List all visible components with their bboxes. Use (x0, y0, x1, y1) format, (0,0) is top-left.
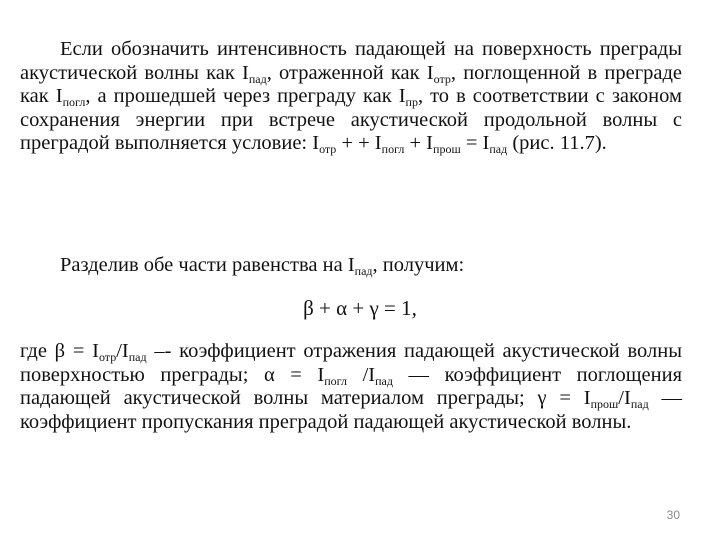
subscript: отр (433, 71, 451, 86)
text: + I (404, 132, 434, 155)
subscript: пр (405, 95, 418, 110)
text: — коэффициент пропускания преградой падающей акустической волны. (20, 387, 683, 433)
paragraph-coefficients (20, 340, 682, 434)
text: — коэффициент поглощения падающей акустической волны материалом преграды; γ = I (20, 363, 682, 410)
subscript: прош (590, 397, 619, 412)
text: + + I (336, 132, 382, 155)
formula-equation: β + α + γ = 1, (303, 296, 417, 320)
subscript: отр (319, 142, 337, 157)
text: , поглощенной в преграде как I (20, 61, 682, 108)
subscript: прош (433, 142, 461, 157)
text: , отраженной как I (266, 61, 434, 84)
subscript: пад (489, 142, 508, 157)
subscript: пад (630, 397, 649, 412)
text: Если обозначить интенсивность падающей на поверхность преграды акустической волны как I (20, 38, 682, 84)
text: , получим: (372, 254, 465, 276)
text: /I (346, 363, 376, 386)
text: , а прошедшей через преграду как I (85, 85, 406, 108)
subscript: отр (98, 350, 117, 364)
text: = I (460, 132, 490, 155)
text: (рис. 11.7). (507, 132, 607, 155)
text: /I (116, 340, 129, 362)
text: , то в соответствии с законом сохранения энергии при встрече акустической продольной волны с преградой выполняется условие: I (20, 85, 682, 155)
text: где β = I (20, 340, 99, 362)
paragraph-divide (60, 254, 660, 278)
subscript: погл (381, 142, 405, 157)
subscript: пад (248, 71, 267, 86)
text: Разделив обе части равенства на I (60, 254, 355, 276)
subscript: пад (354, 264, 373, 278)
subscript: пад (375, 373, 393, 388)
subscript: погл (324, 373, 347, 388)
text: –- коэффициент отражения падающей акустической волны поверхностью преграды; α = I (20, 340, 682, 386)
paragraph-energy-conservation (20, 38, 682, 156)
text: /I (618, 387, 631, 410)
subscript: погл (62, 95, 86, 110)
subscript: пад (128, 350, 147, 364)
slide-number: 30 (666, 508, 680, 522)
